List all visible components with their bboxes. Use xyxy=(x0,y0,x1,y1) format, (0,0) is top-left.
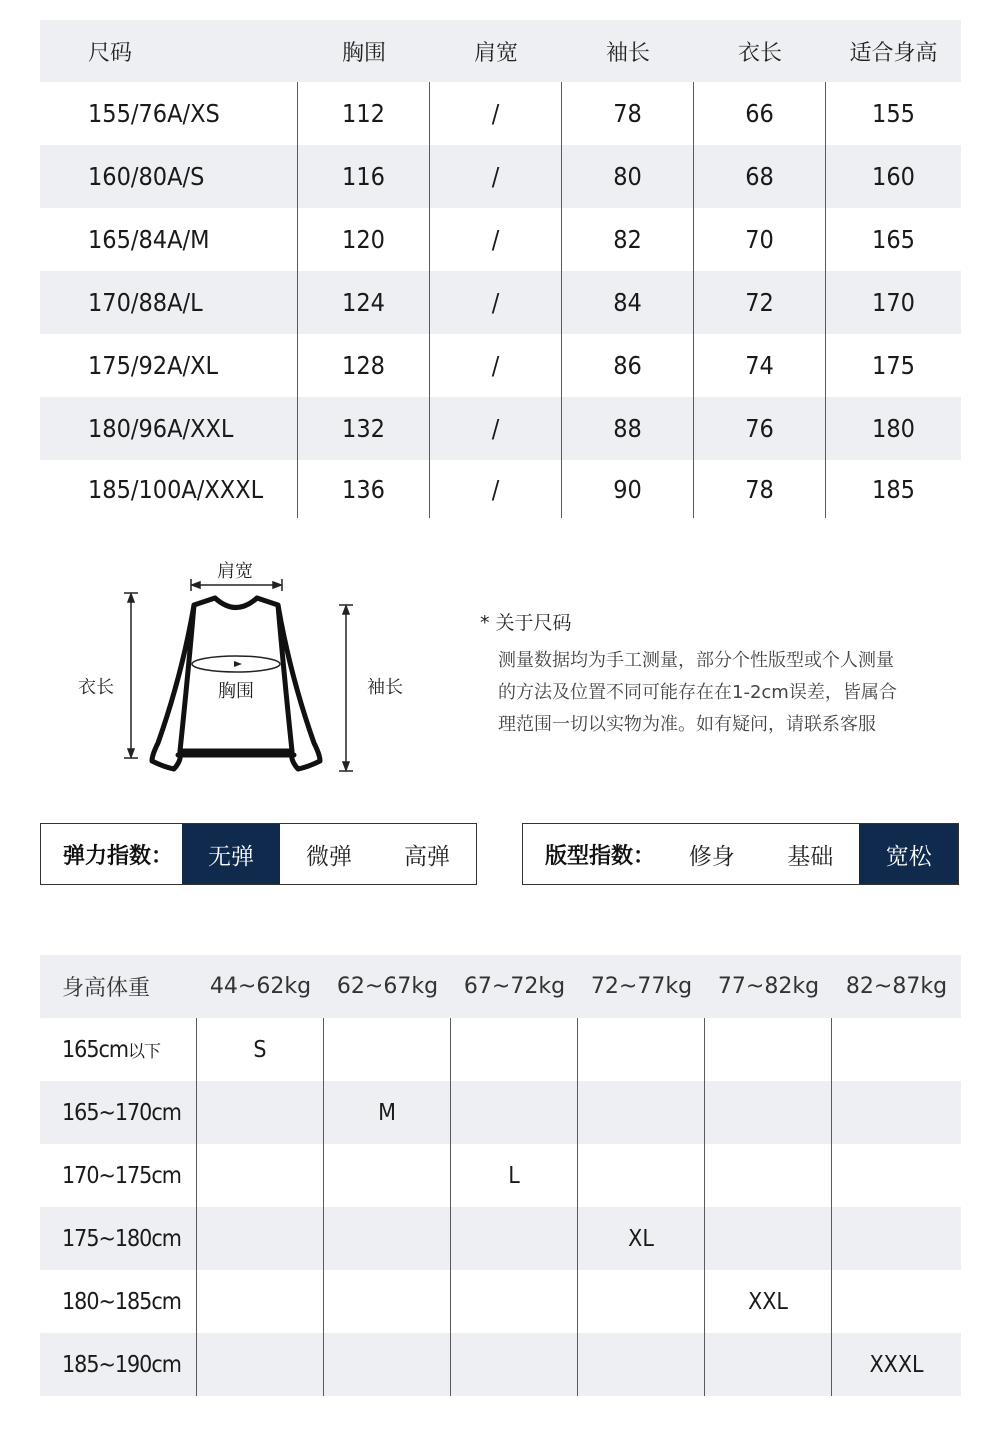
empty-cell xyxy=(324,1207,451,1270)
table-row xyxy=(40,1333,961,1396)
empty-cell xyxy=(578,1081,705,1144)
note-line: 测量数据均为手工测量，部分个性版型或个人测量 xyxy=(498,650,894,671)
empty-cell xyxy=(324,1018,451,1081)
height-value: 180 xyxy=(872,414,915,443)
empty-cell xyxy=(832,1270,961,1333)
size-recommendation-table xyxy=(40,955,961,1396)
size-label: 155/76A/XS xyxy=(40,82,298,145)
length-value: 70 xyxy=(694,208,826,271)
shoulder-value: / xyxy=(430,334,562,397)
height-value: 170 xyxy=(872,288,915,317)
elastic-option-high: 高弹 xyxy=(404,843,450,870)
table-row xyxy=(40,1144,961,1207)
empty-cell xyxy=(324,1333,451,1396)
table-row xyxy=(40,82,961,145)
sleeve-label: 袖长 xyxy=(367,677,403,698)
elastic-index-label: 弹力指数： xyxy=(63,843,174,869)
empty-cell xyxy=(832,1207,961,1270)
table-row xyxy=(40,271,961,334)
elastic-option-none: 无弹 xyxy=(182,824,280,884)
size-label: 165/84A/M xyxy=(40,208,298,271)
empty-cell xyxy=(197,1207,324,1270)
empty-cell xyxy=(832,1081,961,1144)
table-row xyxy=(40,460,961,518)
size-label: 180/96A/XXL xyxy=(40,397,298,460)
recommended-size: XXXL xyxy=(869,1351,924,1378)
empty-cell xyxy=(578,1270,705,1333)
empty-cell xyxy=(197,1144,324,1207)
empty-cell xyxy=(705,1018,832,1081)
table-row xyxy=(40,1270,961,1333)
shoulder-value: / xyxy=(430,397,562,460)
header-sleeve: 袖长 xyxy=(605,40,650,66)
corner-label: 身高体重 xyxy=(62,976,151,1001)
shoulder-label: 肩宽 xyxy=(217,561,253,582)
shoulder-value: / xyxy=(430,208,562,271)
chest-value: 132 xyxy=(298,397,430,460)
empty-cell xyxy=(324,1144,451,1207)
fit-option-regular: 基础 xyxy=(787,843,834,870)
empty-cell xyxy=(451,1018,578,1081)
empty-cell xyxy=(705,1207,832,1270)
empty-cell xyxy=(705,1081,832,1144)
header-height: 适合身高 xyxy=(849,40,938,66)
table-row xyxy=(40,334,961,397)
empty-cell xyxy=(197,1081,324,1144)
empty-cell xyxy=(578,1144,705,1207)
weight-range: 72~77kg xyxy=(590,974,693,999)
shoulder-value: / xyxy=(430,145,562,208)
size-table xyxy=(40,20,961,518)
empty-cell xyxy=(578,1333,705,1396)
sleeve-value: 86 xyxy=(562,334,694,397)
note-title: * 关于尺码 xyxy=(480,612,572,634)
empty-cell xyxy=(705,1333,832,1396)
table-row xyxy=(40,1018,961,1081)
size-label: 170/88A/L xyxy=(40,271,298,334)
weight-range: 44~62kg xyxy=(209,974,312,999)
sleeve-value: 90 xyxy=(562,460,694,518)
fit-index xyxy=(522,823,959,885)
empty-cell xyxy=(451,1081,578,1144)
elastic-index xyxy=(40,823,477,885)
chest-value: 112 xyxy=(298,82,430,145)
shoulder-value: / xyxy=(430,460,562,518)
chest-value: 120 xyxy=(298,208,430,271)
height-range: 180~185cm xyxy=(40,1270,197,1333)
empty-cell xyxy=(451,1270,578,1333)
length-value: 76 xyxy=(694,397,826,460)
chest-value: 116 xyxy=(298,145,430,208)
height-range xyxy=(40,1018,197,1081)
table-row xyxy=(40,1207,961,1270)
weight-range: 82~87kg xyxy=(845,974,948,999)
chest-value: 136 xyxy=(298,460,430,518)
empty-cell xyxy=(578,1018,705,1081)
size-table-header xyxy=(40,20,961,82)
table-row xyxy=(40,145,961,208)
height-value: 160 xyxy=(872,162,915,191)
recommended-size: S xyxy=(197,1018,324,1081)
recommended-size: L xyxy=(451,1144,578,1207)
size-label: 185/100A/XXXL xyxy=(40,460,298,518)
height-range: 170~175cm xyxy=(40,1144,197,1207)
sleeve-value: 88 xyxy=(562,397,694,460)
empty-cell xyxy=(832,1144,961,1207)
shoulder-value: / xyxy=(430,271,562,334)
height-range: 185~190cm xyxy=(40,1333,197,1396)
sleeve-value: 82 xyxy=(562,208,694,271)
fit-option-loose: 宽松 xyxy=(859,824,958,884)
length-value: 78 xyxy=(694,460,826,518)
size-label: 175/92A/XL xyxy=(40,334,298,397)
fit-index-label: 版型指数： xyxy=(545,843,656,869)
note-body xyxy=(480,645,960,741)
length-value: 72 xyxy=(694,271,826,334)
chest-label: 胸围 xyxy=(218,681,254,702)
chest-value: 128 xyxy=(298,334,430,397)
length-value: 74 xyxy=(694,334,826,397)
header-length: 衣长 xyxy=(737,40,782,66)
table-row xyxy=(40,397,961,460)
recommended-size: XL xyxy=(578,1207,705,1270)
sleeve-value: 78 xyxy=(562,82,694,145)
weight-range: 62~67kg xyxy=(336,974,439,999)
shoulder-value: / xyxy=(430,82,562,145)
table-row xyxy=(40,208,961,271)
sleeve-value: 80 xyxy=(562,145,694,208)
height-value: 185 xyxy=(872,474,915,504)
height-suffix: 以下 xyxy=(128,1042,161,1062)
fit-option-slim: 修身 xyxy=(688,843,735,870)
note-line: 的方法及位置不同可能存在在1-2cm误差，皆属合 xyxy=(498,682,897,703)
size-note xyxy=(480,608,960,741)
garment-measurement-diagram xyxy=(70,555,440,785)
sleeve-value: 84 xyxy=(562,271,694,334)
table-row xyxy=(40,1081,961,1144)
empty-cell xyxy=(832,1018,961,1081)
header-size: 尺码 xyxy=(88,40,133,66)
length-label: 衣长 xyxy=(78,677,114,698)
empty-cell xyxy=(451,1207,578,1270)
weight-range: 77~82kg xyxy=(717,974,820,999)
height-value: 175 xyxy=(872,351,915,380)
height-range: 165~170cm xyxy=(40,1081,197,1144)
size-label: 160/80A/S xyxy=(40,145,298,208)
elastic-option-slight: 微弹 xyxy=(306,843,352,870)
sweater-outline-icon xyxy=(70,555,440,785)
height-value: 165 xyxy=(872,225,915,254)
height-main: 165cm xyxy=(62,1036,129,1063)
note-line: 理范围一切以实物为准。如有疑问，请联系客服 xyxy=(498,714,876,735)
weight-range: 67~72kg xyxy=(463,974,566,999)
length-value: 68 xyxy=(694,145,826,208)
empty-cell xyxy=(197,1333,324,1396)
recommended-size: M xyxy=(324,1081,451,1144)
height-value: 155 xyxy=(872,99,915,128)
length-value: 66 xyxy=(694,82,826,145)
height-range: 175~180cm xyxy=(40,1207,197,1270)
header-chest: 胸围 xyxy=(341,40,386,66)
recommended-size: XXL xyxy=(705,1270,832,1333)
empty-cell xyxy=(197,1270,324,1333)
chest-value: 124 xyxy=(298,271,430,334)
header-shoulder: 肩宽 xyxy=(473,40,518,66)
recommendation-header xyxy=(40,955,961,1018)
empty-cell xyxy=(324,1270,451,1333)
empty-cell xyxy=(705,1144,832,1207)
empty-cell xyxy=(451,1333,578,1396)
